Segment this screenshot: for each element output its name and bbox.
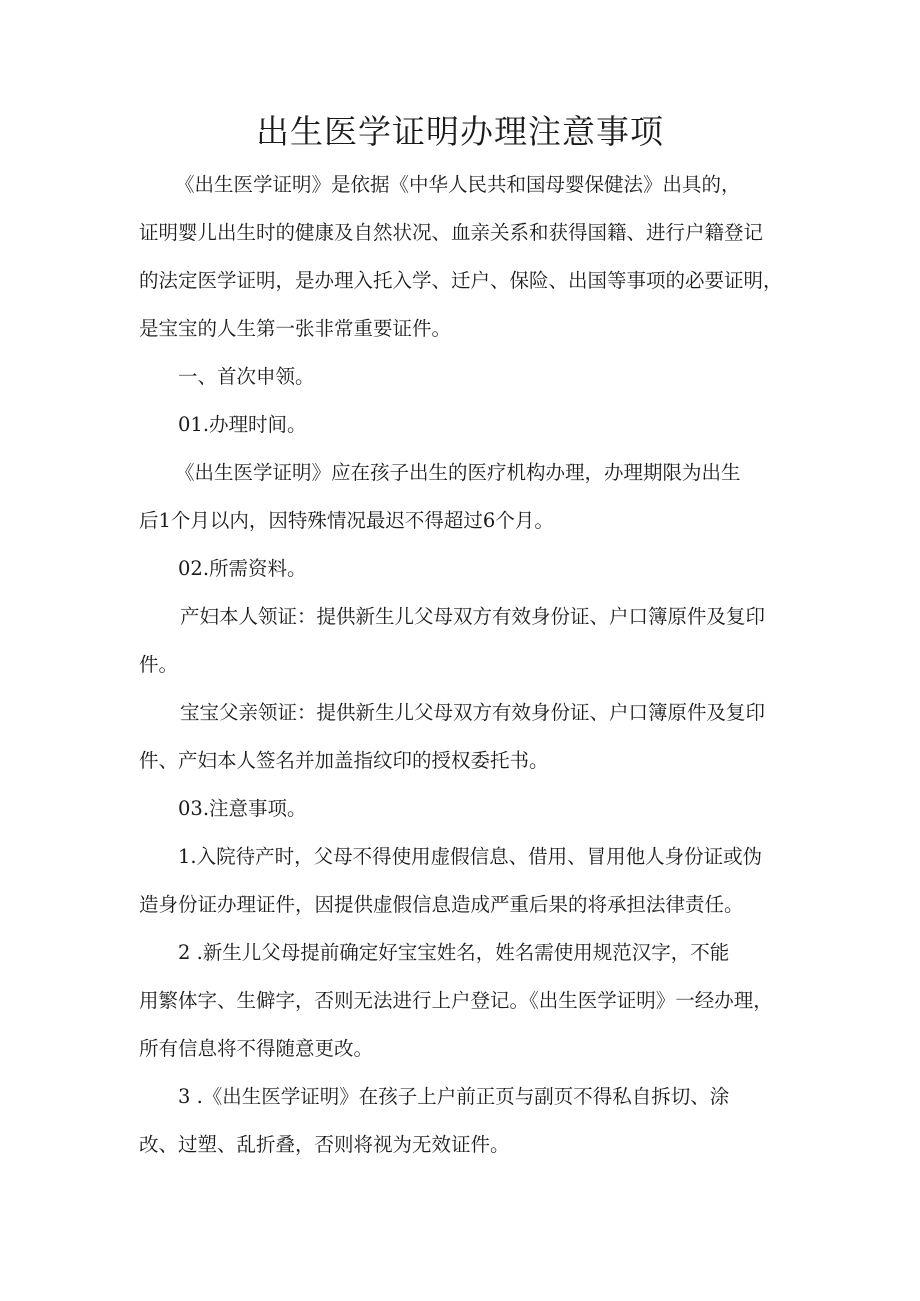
note2-line-2: 用繁体字、生僻字，否则无法进行上户登记。《出生医学证明》一经办理， [139,989,773,1012]
intro-line-1: 《出生医学证明》是依据《中华人民共和国母婴保健法》出具的， [175,173,741,196]
item03-heading: 03.注意事项。 [178,797,307,820]
item02-father-line-2: 件、产妇本人签名并加盖指纹印的授权委托书。 [139,749,549,772]
item01-heading: 01.办理时间。 [178,413,307,436]
note3-line-1: 3 .《出生医学证明》在孩子上户前正页与副页不得私自拆切、涂 [178,1085,730,1108]
note2-line-1: 2 .新生儿父母提前确定好宝宝姓名，姓名需使用规范汉字，不能 [178,941,730,964]
item02-mother-line-1: 产妇本人领证：提供新生儿父母双方有效身份证、户口簿原件及复印 [180,605,766,628]
note1-line-1: 1.入院待产时，父母不得使用虚假信息、借用、冒用他人身份证或伪 [178,845,763,868]
section1-heading: 一、首次申领。 [178,365,315,388]
intro-line-2: 证明婴儿出生时的健康及自然状况、血亲关系和获得国籍、进行户籍登记 [139,221,764,244]
intro-line-4: 是宝宝的人生第一张非常重要证件。 [139,317,452,340]
document-title: 出生医学证明办理注意事项 [256,112,664,151]
item01-text-line-2: 后1个月以内，因特殊情况最迟不得超过6个月。 [139,509,554,532]
note2-line-3: 所有信息将不得随意更改。 [139,1037,374,1060]
item01-text-line-1: 《出生医学证明》应在孩子出生的医疗机构办理，办理期限为出生 [175,461,741,484]
item02-heading: 02.所需资料。 [178,557,307,580]
intro-line-3: 的法定医学证明，是办理入托入学、迁户、保险、出国等事项的必要证明， [139,269,783,292]
item02-father-line-1: 宝宝父亲领证：提供新生儿父母双方有效身份证、户口簿原件及复印 [180,701,766,724]
note1-line-2: 造身份证办理证件，因提供虚假信息造成严重后果的将承担法律责任。 [139,893,744,916]
note3-line-2: 改、过塑、乱折叠，否则将视为无效证件。 [139,1133,510,1156]
item02-mother-line-2: 件。 [139,653,179,676]
